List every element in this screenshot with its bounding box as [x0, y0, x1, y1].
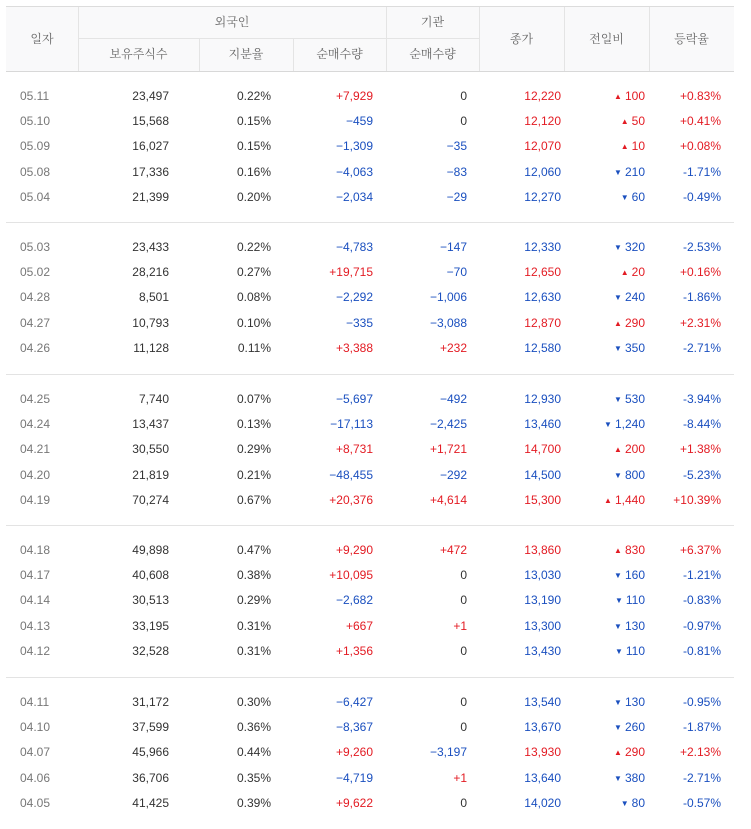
holdings-cell: 30,513 — [132, 593, 169, 608]
date-cell: 04.24 — [20, 417, 51, 432]
table-row — [6, 614, 734, 639]
inst-net-cell: −83 — [446, 164, 467, 179]
inst-net-cell: 0 — [460, 795, 467, 810]
change-value: 260 — [624, 720, 645, 735]
close-cell: 12,330 — [524, 240, 561, 254]
rate-cell: -3.94% — [682, 392, 721, 406]
ratio-cell: 0.29% — [236, 593, 271, 608]
foreign-net-cell: −2,034 — [335, 189, 373, 204]
foreign-net-cell: −5,697 — [335, 392, 373, 406]
change-value: 290 — [624, 745, 645, 760]
change-cell — [614, 715, 645, 741]
rate-cell: -0.49% — [682, 189, 721, 204]
ratio-cell: 0.16% — [236, 164, 271, 179]
close-cell: 14,020 — [524, 795, 561, 810]
inst-net-cell: 0 — [460, 89, 467, 103]
change-value: 20 — [631, 265, 645, 280]
holdings-cell: 45,966 — [132, 745, 169, 760]
foreign-net-cell: −2,292 — [335, 290, 373, 305]
close-cell: 14,700 — [524, 442, 561, 457]
holdings-cell: 31,172 — [132, 695, 169, 709]
date-cell: 04.17 — [20, 568, 51, 583]
close-cell: 13,430 — [524, 643, 561, 658]
date-cell: 04.19 — [20, 492, 51, 507]
change-cell — [614, 311, 645, 337]
table-row — [6, 109, 734, 134]
rate-cell: +2.13% — [679, 745, 721, 760]
change-cell — [614, 766, 645, 792]
group-separator — [6, 374, 734, 375]
header-ratio: 지분율 — [228, 47, 264, 61]
inst-net-cell: 0 — [460, 720, 467, 735]
close-cell: 12,930 — [524, 392, 561, 406]
holdings-cell: 21,399 — [132, 189, 169, 204]
change-cell — [604, 488, 645, 514]
ratio-cell: 0.27% — [236, 265, 271, 280]
table-row — [6, 185, 734, 210]
table-header — [6, 6, 734, 72]
holdings-cell: 8,501 — [138, 290, 169, 305]
date-cell: 04.12 — [20, 643, 51, 658]
inst-net-cell: −3,197 — [429, 745, 467, 760]
rate-cell: +0.41% — [679, 114, 721, 129]
rate-cell: +2.31% — [679, 315, 721, 330]
holdings-cell: 23,433 — [132, 240, 169, 254]
table-row — [6, 488, 734, 513]
change-cell — [614, 563, 645, 589]
triangle-up-icon: ▲ — [604, 495, 612, 505]
table-row — [6, 235, 734, 260]
rate-cell: -1.71% — [682, 164, 721, 179]
table-row — [6, 285, 734, 310]
table-row — [6, 588, 734, 613]
inst-net-cell: −1,006 — [429, 290, 467, 305]
close-cell: 12,630 — [524, 290, 561, 305]
close-cell: 12,220 — [524, 89, 561, 103]
inst-net-cell: +1 — [453, 618, 467, 633]
foreign-net-cell: +7,929 — [335, 89, 373, 103]
ratio-cell: 0.39% — [236, 795, 271, 810]
foreign-net-cell: −6,427 — [335, 695, 373, 709]
rate-cell: -0.95% — [682, 695, 721, 709]
close-cell: 15,300 — [524, 492, 561, 507]
inst-net-cell: +472 — [439, 543, 467, 557]
triangle-down-icon: ▼ — [614, 773, 622, 783]
foreign-net-cell: +20,376 — [329, 492, 373, 507]
triangle-down-icon: ▼ — [614, 343, 622, 353]
change-cell — [615, 588, 645, 614]
foreign-net-cell: −335 — [345, 315, 373, 330]
rate-cell: -0.97% — [682, 618, 721, 633]
rate-cell: -2.71% — [682, 770, 721, 785]
ratio-cell: 0.20% — [236, 189, 271, 204]
date-cell: 05.04 — [20, 189, 51, 204]
table-row — [6, 538, 734, 563]
change-cell — [614, 387, 645, 413]
close-cell: 13,190 — [524, 593, 561, 608]
date-cell: 05.09 — [20, 139, 51, 154]
rate-cell: -2.53% — [682, 240, 721, 254]
change-value: 210 — [624, 164, 645, 179]
change-cell — [614, 160, 645, 186]
date-cell: 04.05 — [20, 795, 51, 810]
foreign-net-cell: −1,309 — [335, 139, 373, 154]
close-cell: 13,030 — [524, 568, 561, 583]
table-row — [6, 160, 734, 185]
group-separator — [6, 222, 734, 223]
change-cell — [614, 84, 645, 110]
close-cell: 14,500 — [524, 467, 561, 482]
foreign-net-cell: +9,260 — [335, 745, 373, 760]
triangle-up-icon: ▲ — [620, 142, 629, 152]
change-cell — [621, 791, 645, 817]
rate-cell: -0.81% — [682, 643, 721, 658]
foreign-net-cell: +667 — [345, 618, 373, 633]
triangle-down-icon: ▼ — [620, 798, 629, 808]
ratio-cell: 0.30% — [236, 695, 271, 709]
close-cell: 12,070 — [524, 139, 561, 154]
change-cell — [614, 463, 645, 489]
change-cell — [614, 538, 645, 564]
triangle-down-icon: ▼ — [604, 420, 612, 430]
change-value: 530 — [624, 392, 645, 406]
header-foreign: 외국인 — [214, 15, 250, 29]
foreign-net-cell: −4,783 — [335, 240, 373, 254]
inst-net-cell: −492 — [439, 392, 467, 406]
close-cell: 13,670 — [524, 720, 561, 735]
change-value: 380 — [624, 770, 645, 785]
inst-net-cell: −70 — [446, 265, 467, 280]
change-value: 350 — [624, 340, 645, 355]
holdings-cell: 17,336 — [132, 164, 169, 179]
holdings-cell: 70,274 — [132, 492, 169, 507]
table-row — [6, 260, 734, 285]
inst-net-cell: −29 — [446, 189, 467, 204]
date-cell: 04.07 — [20, 745, 51, 760]
rate-cell: -0.57% — [682, 795, 721, 810]
foreign-net-cell: +1,356 — [335, 643, 373, 658]
change-value: 110 — [625, 643, 645, 658]
date-cell: 04.11 — [20, 695, 50, 709]
change-cell — [614, 614, 645, 640]
inst-net-cell: 0 — [460, 643, 467, 658]
triangle-up-icon: ▲ — [614, 318, 622, 328]
change-cell — [621, 260, 645, 286]
ratio-cell: 0.29% — [236, 442, 271, 457]
change-value: 200 — [624, 442, 645, 457]
inst-net-cell: 0 — [460, 114, 467, 129]
change-value: 320 — [624, 240, 645, 254]
change-value: 50 — [631, 114, 645, 129]
rate-cell: -1.21% — [682, 568, 721, 583]
inst-net-cell: −35 — [446, 139, 467, 154]
ratio-cell: 0.38% — [236, 568, 271, 583]
triangle-down-icon: ▼ — [614, 621, 622, 631]
group-separator — [6, 525, 734, 526]
holdings-cell: 7,740 — [138, 392, 169, 406]
date-cell: 04.10 — [20, 720, 51, 735]
inst-net-cell: 0 — [460, 695, 467, 709]
ratio-cell: 0.31% — [236, 618, 271, 633]
holdings-cell: 16,027 — [132, 139, 169, 154]
triangle-up-icon: ▲ — [614, 92, 622, 101]
inst-net-cell: +4,614 — [429, 492, 467, 507]
rate-cell: -1.86% — [682, 290, 721, 305]
triangle-up-icon: ▲ — [614, 748, 622, 758]
table-row — [6, 311, 734, 336]
inst-net-cell: 0 — [460, 568, 467, 583]
change-cell — [615, 639, 645, 665]
change-value: 100 — [624, 89, 645, 103]
table-row — [6, 715, 734, 740]
ratio-cell: 0.07% — [236, 392, 271, 406]
close-cell: 12,870 — [524, 315, 561, 330]
triangle-down-icon: ▼ — [614, 395, 622, 404]
change-value: 130 — [624, 695, 645, 709]
table-row — [6, 412, 734, 437]
header-date: 일자 — [30, 32, 54, 46]
foreign-net-cell: −4,063 — [335, 164, 373, 179]
ratio-cell: 0.47% — [236, 543, 271, 557]
ratio-cell: 0.44% — [236, 745, 271, 760]
foreign-net-cell: +3,388 — [335, 340, 373, 355]
header-institution: 기관 — [420, 15, 445, 29]
table-row — [6, 791, 734, 816]
table-row — [6, 690, 734, 715]
date-cell: 05.10 — [20, 114, 51, 129]
close-cell: 12,650 — [524, 265, 561, 280]
date-cell: 04.14 — [20, 593, 51, 608]
date-cell: 04.27 — [20, 315, 51, 330]
rate-cell: +0.08% — [679, 139, 721, 154]
change-cell — [621, 134, 645, 160]
inst-net-cell: +232 — [439, 340, 467, 355]
ratio-cell: 0.31% — [236, 643, 271, 658]
rate-cell: +0.16% — [679, 265, 721, 280]
ratio-cell: 0.08% — [236, 290, 271, 305]
table-row — [6, 639, 734, 664]
close-cell: 12,270 — [524, 189, 561, 204]
table-row — [6, 134, 734, 159]
holdings-cell: 11,128 — [133, 340, 169, 355]
foreign-net-cell: +8,731 — [335, 442, 373, 457]
ratio-cell: 0.11% — [237, 340, 271, 355]
date-cell: 04.20 — [20, 467, 51, 482]
change-cell — [614, 690, 645, 716]
triangle-down-icon: ▼ — [614, 596, 623, 606]
triangle-up-icon: ▲ — [614, 445, 622, 455]
change-value: 830 — [624, 543, 645, 557]
triangle-down-icon: ▼ — [614, 571, 622, 581]
close-cell: 12,580 — [524, 340, 561, 355]
header-rate: 등락율 — [674, 32, 709, 46]
table-row — [6, 437, 734, 462]
triangle-down-icon: ▼ — [620, 192, 629, 202]
change-value: 60 — [631, 189, 645, 204]
triangle-down-icon: ▼ — [614, 167, 622, 177]
ratio-cell: 0.36% — [236, 720, 271, 735]
holdings-cell: 32,528 — [132, 643, 169, 658]
header-foreign-net: 순매수량 — [316, 47, 363, 61]
table-row — [6, 84, 734, 109]
rate-cell: -5.23% — [682, 467, 721, 482]
inst-net-cell: 0 — [460, 593, 467, 608]
change-cell — [621, 109, 645, 135]
foreign-net-cell: −459 — [345, 114, 373, 129]
inst-net-cell: +1 — [453, 770, 467, 785]
rate-cell: -8.44% — [682, 417, 721, 432]
foreign-net-cell: +9,622 — [335, 795, 373, 810]
close-cell: 13,540 — [524, 695, 561, 709]
close-cell: 13,640 — [524, 770, 561, 785]
inst-net-cell: −147 — [439, 240, 467, 254]
holdings-cell: 30,550 — [132, 442, 169, 457]
triangle-down-icon: ▼ — [614, 723, 622, 733]
table-row — [6, 336, 734, 361]
rate-cell: -2.71% — [682, 340, 721, 355]
rate-cell: +10.39% — [673, 492, 721, 507]
triangle-down-icon: ▼ — [614, 698, 622, 707]
date-cell: 04.13 — [20, 618, 51, 633]
change-cell — [621, 185, 645, 211]
date-cell: 05.02 — [20, 265, 51, 280]
triangle-up-icon: ▲ — [620, 117, 629, 127]
triangle-down-icon: ▼ — [614, 470, 622, 480]
ratio-cell: 0.67% — [236, 492, 271, 507]
header-holdings: 보유주식수 — [109, 47, 168, 61]
ratio-cell: 0.10% — [236, 315, 271, 330]
table-row — [6, 463, 734, 488]
holdings-cell: 15,568 — [132, 114, 169, 129]
holdings-cell: 36,706 — [132, 770, 169, 785]
triangle-up-icon: ▲ — [614, 546, 622, 555]
rate-cell: -0.83% — [682, 593, 721, 608]
holdings-cell: 28,216 — [132, 265, 169, 280]
triangle-up-icon: ▲ — [620, 268, 629, 278]
holdings-cell: 21,819 — [132, 467, 169, 482]
holdings-cell: 37,599 — [132, 720, 169, 735]
table-row — [6, 387, 734, 412]
change-cell — [614, 437, 645, 463]
foreign-net-cell: −48,455 — [329, 467, 373, 482]
change-cell — [614, 285, 645, 311]
date-cell: 04.18 — [20, 543, 51, 557]
holdings-cell: 10,793 — [132, 315, 169, 330]
ratio-cell: 0.21% — [236, 467, 271, 482]
table-row — [6, 563, 734, 588]
foreign-net-cell: +19,715 — [329, 265, 373, 280]
date-cell: 04.25 — [20, 392, 51, 406]
table-row — [6, 766, 734, 791]
ratio-cell: 0.15% — [236, 114, 271, 129]
close-cell: 13,460 — [524, 417, 561, 432]
inst-net-cell: −292 — [439, 467, 467, 482]
change-value: 110 — [625, 593, 645, 608]
table-row — [6, 740, 734, 765]
holdings-cell: 23,497 — [132, 89, 169, 103]
group-separator — [6, 677, 734, 678]
ratio-cell: 0.22% — [236, 89, 271, 103]
holdings-cell: 40,608 — [132, 568, 169, 583]
inst-net-cell: +1,721 — [429, 442, 467, 457]
date-cell: 05.11 — [20, 89, 50, 103]
change-value: 160 — [624, 568, 645, 583]
foreign-net-cell: +10,095 — [329, 568, 373, 583]
ratio-cell: 0.15% — [236, 139, 271, 154]
rate-cell: -1.87% — [682, 720, 721, 735]
change-value: 1,240 — [614, 417, 645, 432]
change-cell — [614, 740, 645, 766]
change-value: 80 — [631, 795, 645, 810]
ratio-cell: 0.22% — [236, 240, 271, 254]
change-cell — [614, 336, 645, 362]
close-cell: 13,930 — [524, 745, 561, 760]
holdings-cell: 33,195 — [132, 618, 169, 633]
change-value: 800 — [624, 467, 645, 482]
foreign-net-cell: −8,367 — [335, 720, 373, 735]
change-value: 1,440 — [614, 492, 645, 507]
rate-cell: +6.37% — [679, 543, 721, 557]
date-cell: 05.03 — [20, 240, 51, 254]
holdings-cell: 49,898 — [132, 543, 169, 557]
foreign-net-cell: −2,682 — [335, 593, 373, 608]
inst-net-cell: −3,088 — [429, 315, 467, 330]
change-cell — [604, 412, 645, 438]
change-cell — [614, 235, 645, 261]
ratio-cell: 0.35% — [236, 770, 271, 785]
header-change: 전일비 — [589, 32, 624, 46]
triangle-down-icon: ▼ — [614, 243, 622, 252]
foreign-net-cell: −17,113 — [330, 417, 373, 432]
close-cell: 13,300 — [524, 618, 561, 633]
header-inst-net: 순매수량 — [409, 47, 456, 61]
change-value: 240 — [624, 290, 645, 305]
close-cell: 13,860 — [524, 543, 561, 557]
change-value: 10 — [631, 139, 645, 154]
ratio-cell: 0.13% — [236, 417, 271, 432]
date-cell: 04.06 — [20, 770, 51, 785]
triangle-down-icon: ▼ — [614, 293, 622, 303]
date-cell: 05.08 — [20, 164, 51, 179]
date-cell: 04.28 — [20, 290, 51, 305]
date-cell: 04.26 — [20, 340, 51, 355]
foreign-net-cell: −4,719 — [335, 770, 373, 785]
change-value: 290 — [624, 315, 645, 330]
rate-cell: +0.83% — [679, 89, 721, 103]
header-close: 종가 — [509, 32, 534, 46]
holdings-cell: 13,437 — [132, 417, 169, 432]
inst-net-cell: −2,425 — [429, 417, 467, 432]
rate-cell: +1.38% — [679, 442, 721, 457]
holdings-cell: 41,425 — [132, 795, 169, 810]
change-value: 130 — [624, 618, 645, 633]
close-cell: 12,060 — [524, 164, 561, 179]
close-cell: 12,120 — [524, 114, 561, 129]
foreign-net-cell: +9,290 — [335, 543, 373, 557]
date-cell: 04.21 — [20, 442, 51, 457]
triangle-down-icon: ▼ — [614, 646, 623, 656]
